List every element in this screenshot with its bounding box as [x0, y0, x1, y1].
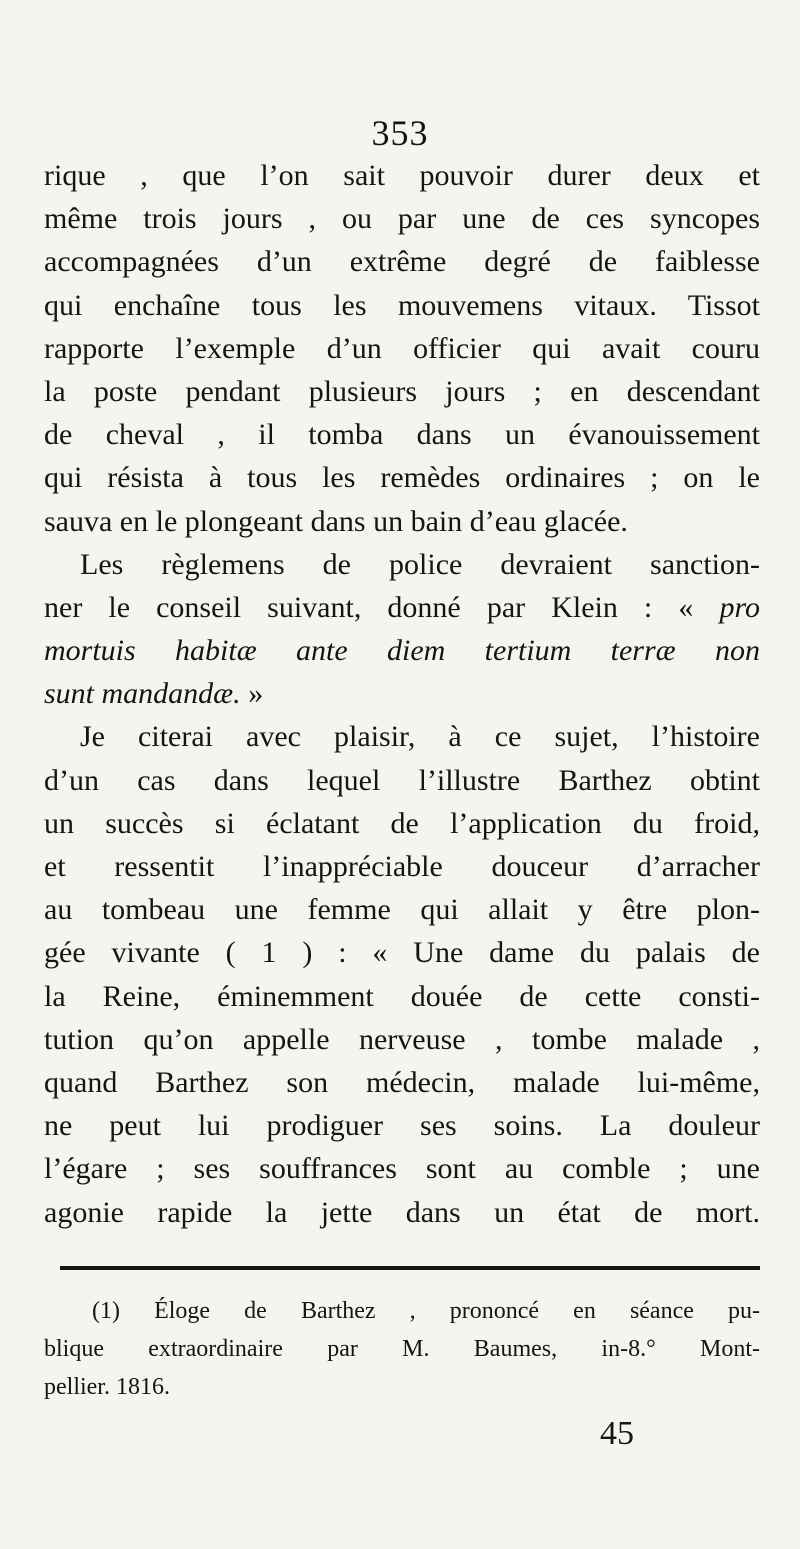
footnote-line: blique extraordinaire par M. Baumes, in-8.° Mont-: [44, 1336, 760, 1362]
text-line: [44, 629, 760, 672]
text-line: rique , que l’on sait pouvoir durer deux et: [44, 159, 760, 192]
signature-mark: 45: [600, 1415, 634, 1452]
text-line: [44, 672, 760, 715]
text-line: accompagnées d’un extrême degré de faiblesse: [44, 245, 760, 279]
text-line: au tombeau une femme qui allait y être plon-: [44, 893, 760, 927]
paragraph-start-line: Les règlemens de police devraient sanction-: [80, 547, 760, 581]
text-line: ne peut lui prodiguer ses soins. La douleur: [44, 1109, 760, 1143]
text-run: »: [240, 677, 264, 711]
page-number: 353: [371, 113, 429, 153]
text-line: gée vivante ( 1 ) : « Une dame du palais de: [44, 936, 760, 970]
footnote-line: pellier. 1816.: [44, 1374, 170, 1400]
body-text: [44, 154, 760, 1234]
footnote-divider: [60, 1266, 760, 1270]
text-line: quand Barthez son médecin, malade lui-même,: [44, 1065, 760, 1099]
text-line: rapporte l’exemple d’un officier qui avait couru: [44, 331, 760, 365]
text-line: de cheval , il tomba dans un évanouissement: [44, 418, 760, 452]
text-line: la Reine, éminemment douée de cette consti-: [44, 979, 760, 1013]
latin-quote: mortuis habitæ ante diem tertium terræ non: [44, 634, 760, 668]
text-line: agonie rapide la jette dans un état de mort.: [44, 1195, 760, 1229]
text-line: un succès si éclatant de l’application du froid,: [44, 806, 760, 840]
text-line: tution qu’on appelle nerveuse , tombe malade ,: [44, 1022, 760, 1056]
text-line: et ressentit l’inappréciable douceur d’arracher: [44, 850, 760, 883]
text-line: d’un cas dans lequel l’illustre Barthez obtint: [44, 763, 760, 797]
text-line: l’égare ; ses souffrances sont au comble ; une: [44, 1152, 760, 1186]
footnote-line: (1) Éloge de Barthez , prononcé en séance pu-: [92, 1298, 760, 1324]
text-line: même trois jours , ou par une de ces syncopes: [44, 202, 760, 236]
text-line: sauva en le plongeant dans un bain d’eau glacée.: [44, 504, 628, 538]
text-line: qui enchaîne tous les mouvemens vitaux. Tissot: [44, 288, 760, 322]
latin-quote: pro: [719, 590, 760, 624]
paragraph-start-line: Je citerai avec plaisir, à ce sujet, l’histoire: [80, 720, 760, 754]
text-line: [44, 586, 760, 629]
text-line: la poste pendant plusieurs jours ; en descendant: [44, 374, 760, 408]
text-line: qui résista à tous les remèdes ordinaires ; on le: [44, 461, 760, 495]
footnote: [44, 1292, 760, 1406]
text-run: ner le conseil suivant, donné par Klein : «: [44, 590, 694, 624]
latin-quote: sunt mandandæ.: [44, 677, 241, 711]
